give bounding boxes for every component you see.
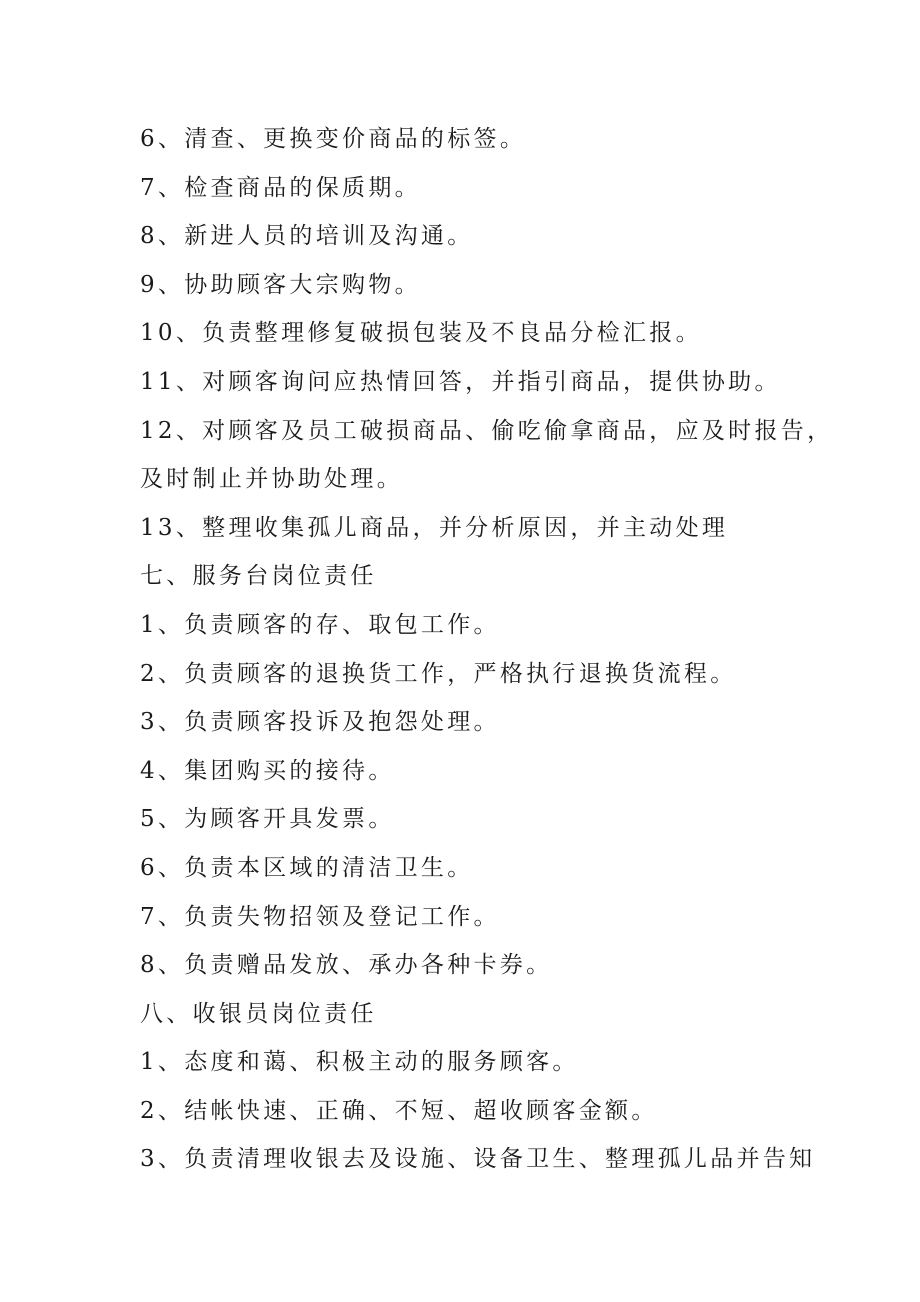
list-item: 11、对顾客询问应热情回答，并指引商品，提供协助。 [140,368,781,395]
list-item: 13、整理收集孤儿商品，并分析原因，并主动处理 [140,514,729,541]
list-item: 5、为顾客开具发票。 [140,806,395,833]
list-item: 1、态度和蔼、积极主动的服务顾客。 [140,1049,579,1076]
list-item: 3、负责顾客投诉及抱怨处理。 [140,709,500,736]
list-item: 6、负责本区域的清洁卫生。 [140,854,474,881]
list-item: 1、负责顾客的存、取包工作。 [140,611,500,638]
list-item: 2、结帐快速、正确、不短、超收顾客金额。 [140,1097,658,1124]
list-item: 9、协助顾客大宗购物。 [140,271,421,298]
list-item: 10、负责整理修复破损包装及不良品分检汇报。 [140,320,702,347]
section-heading: 八、收银员岗位责任 [140,1000,377,1027]
list-item: 7、负责失物招领及登记工作。 [140,903,500,930]
list-item: 6、清查、更换变价商品的标签。 [140,126,527,152]
list-item: 3、负责清理收银去及设施、设备卫生、整理孤儿品并告知 [140,1146,816,1173]
list-item: 8、负责赠品发放、承办各种卡券。 [140,952,553,979]
list-item: 7、检查商品的保质期。 [140,174,421,201]
list-item-continuation: 及时制止并协助处理。 [140,466,403,493]
document-body [140,115,834,1184]
list-item: 4、集团购买的接待。 [140,757,395,784]
list-item: 8、新进人员的培训及沟通。 [140,223,474,250]
list-item: 12、对顾客及员工破损商品、偷吃偷拿商品，应及时报告， [140,417,834,444]
section-heading: 七、服务台岗位责任 [140,563,377,590]
list-item: 2、负责顾客的退换货工作，严格执行退换货流程。 [140,660,737,687]
